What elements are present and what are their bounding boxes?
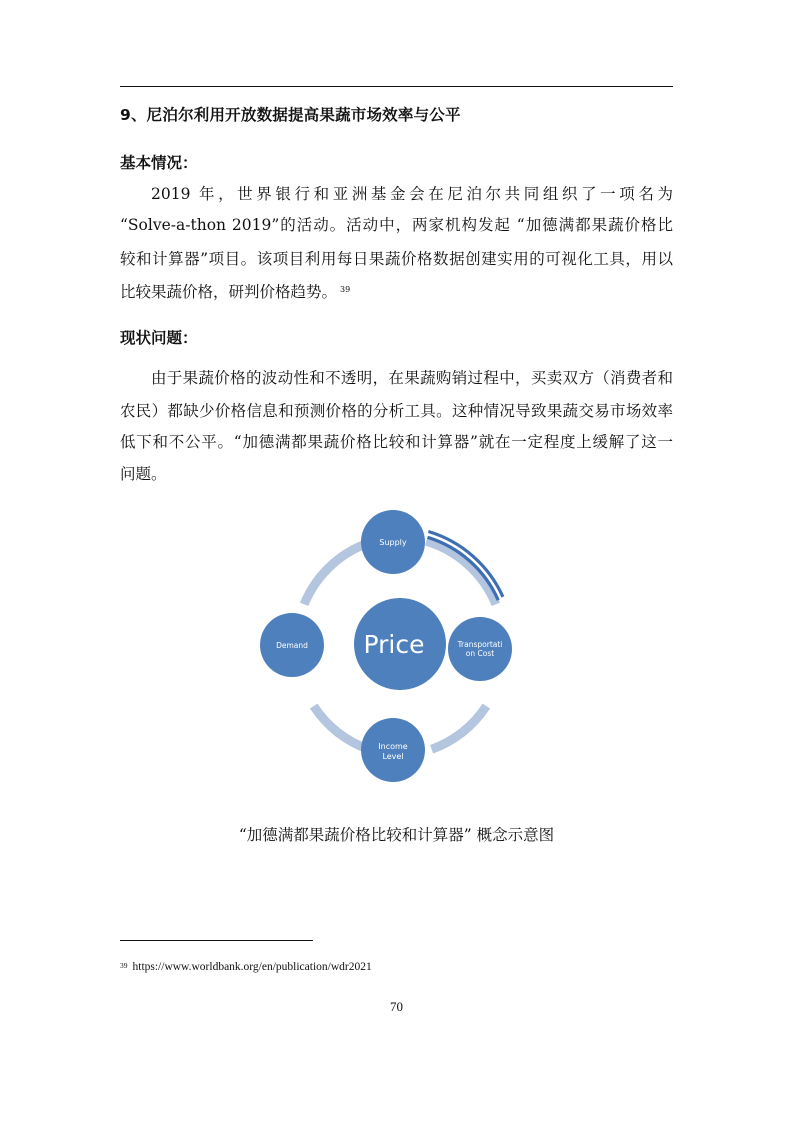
price-label: Price — [363, 630, 425, 659]
problem-line-3: 低下和不公平。“加德满都果蔬价格比较和计算器”就在一定程度上缓解了这一 — [120, 433, 673, 451]
footnote-reference[interactable]: 39 — [340, 285, 351, 294]
ring-arc-supply-transport — [426, 541, 496, 604]
problem-line-4: 问题。 — [120, 465, 167, 483]
basic-line-3: 较和计算器”项目。该项目利用每日果蔬价格数据创建实用的可视化工具，用以 — [120, 250, 673, 268]
footnote-number: 39 — [120, 961, 128, 970]
basic-situation-heading: 基本情况： — [120, 154, 198, 172]
transport-label-line2: on Cost — [465, 649, 495, 658]
transport-label-line1: Transportati — [457, 640, 503, 649]
figure-caption: “加德满都果蔬价格比较和计算器” 概念示意图 — [238, 826, 555, 844]
problem-line-2: 农民）都缺少价格信息和预测价格的分析工具。这种情况导致果蔬交易市场效率 — [120, 402, 673, 420]
footnote-link[interactable]: https://www.worldbank.org/en/publication/wdr2021 — [132, 961, 372, 973]
header-rule — [120, 86, 673, 87]
basic-line-1: 2019 年，世界银行和亚洲基金会在尼泊尔共同组织了一项名为 — [151, 185, 673, 203]
footnote-rule — [120, 940, 313, 941]
ring-arc-transport-income — [432, 706, 487, 749]
ring-arc-income-demand — [314, 706, 369, 749]
footnote — [120, 961, 372, 973]
diagram-svg — [250, 505, 550, 795]
page-number: 70 — [390, 999, 403, 1014]
supply-label: Supply — [379, 538, 407, 547]
section-title: 9、尼泊尔利用开放数据提高果蔬市场效率与公平 — [120, 106, 461, 124]
income-label-line2: Level — [382, 752, 404, 761]
current-problem-heading: 现状问题： — [120, 329, 198, 347]
demand-label: Demand — [276, 641, 308, 650]
basic-line-2: “Solve-a-thon 2019”的活动。活动中，两家机构发起 “加德满都果蔬价格比 — [120, 216, 673, 234]
price-concept-diagram — [250, 505, 550, 795]
basic-line-4 — [120, 282, 673, 304]
basic-line-4-text: 比较果蔬价格，研判价格趋势。 — [120, 283, 338, 301]
income-label-line1: Income — [378, 742, 408, 751]
problem-line-1: 由于果蔬价格的波动性和不透明，在果蔬购销过程中，买卖双方（消费者和 — [151, 369, 673, 387]
